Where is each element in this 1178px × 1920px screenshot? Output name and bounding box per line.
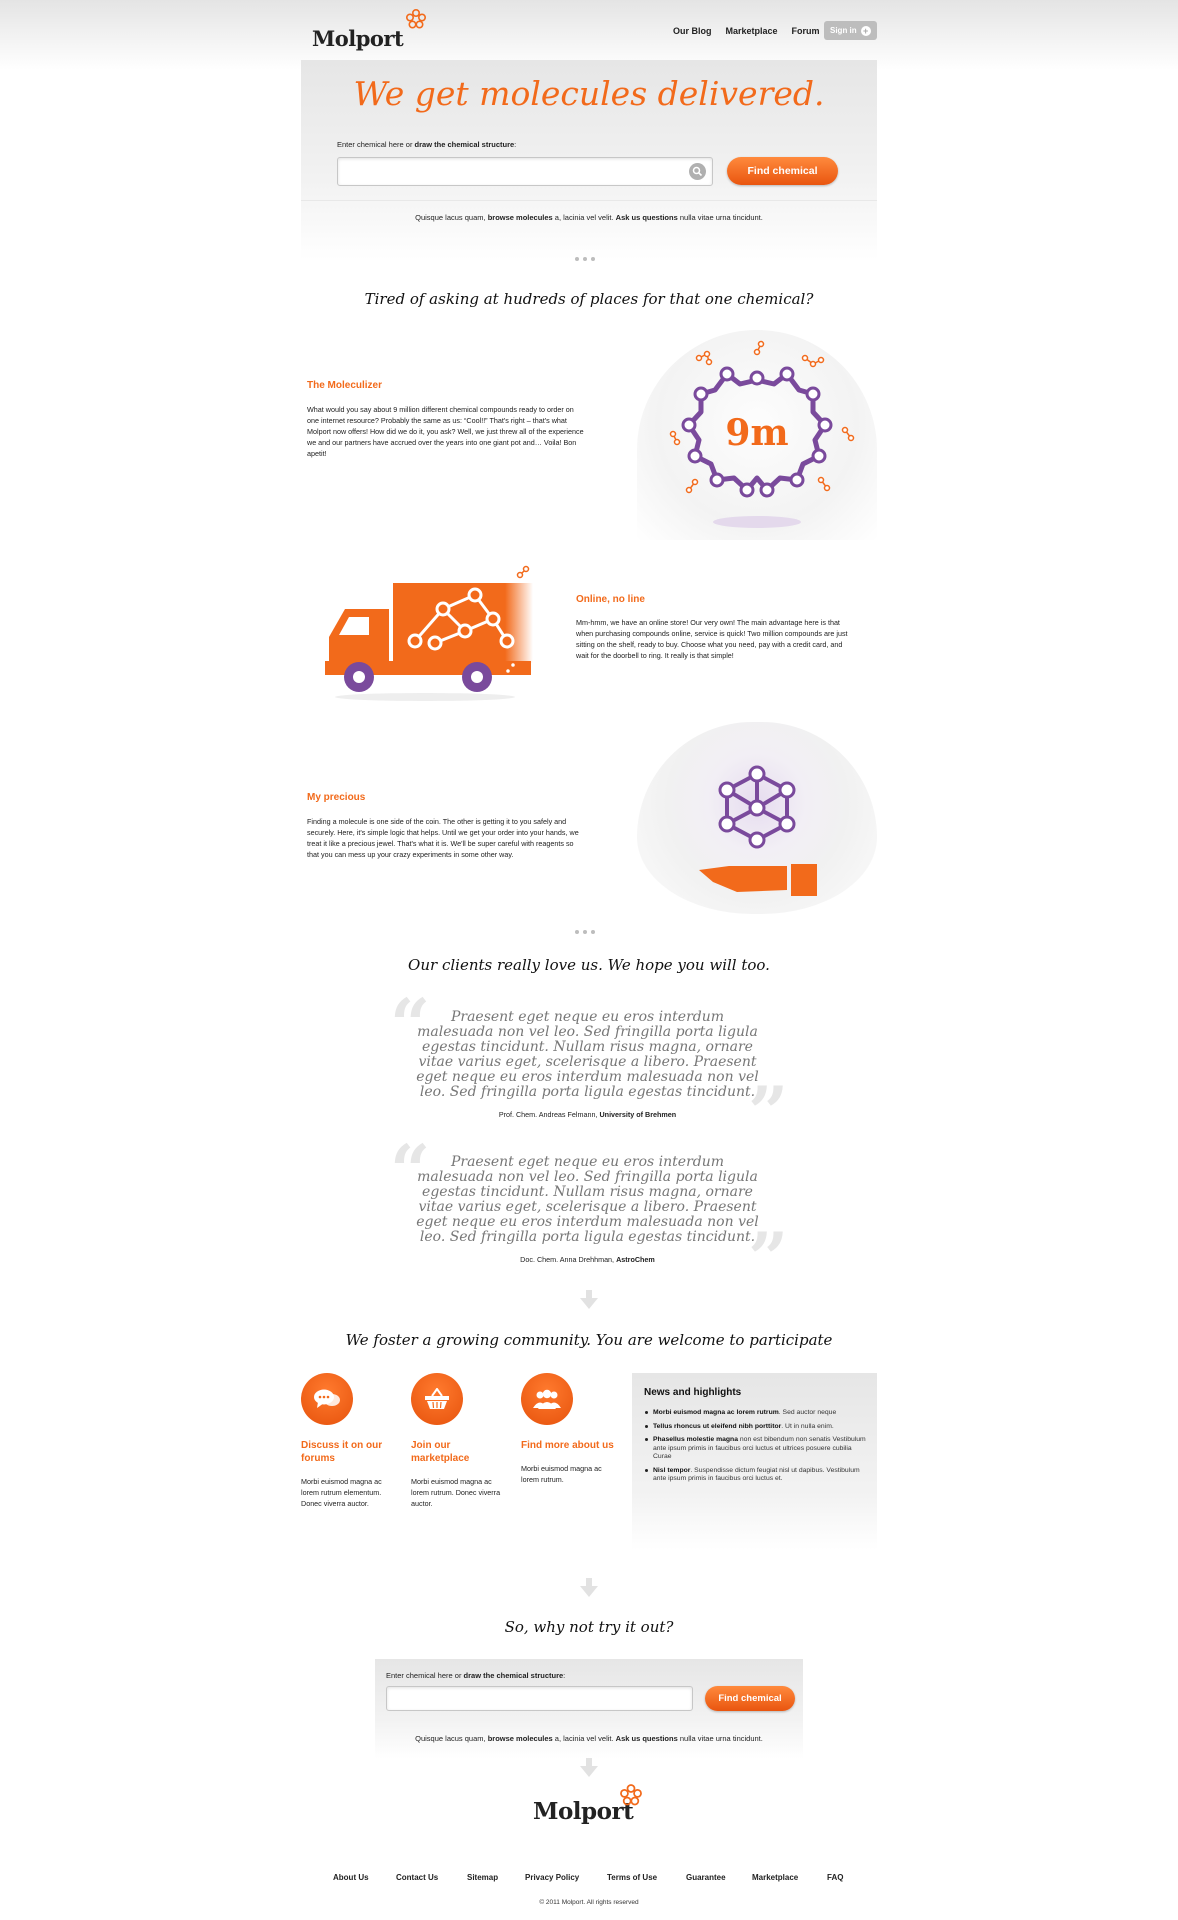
community-about-text: Morbi euismod magna ac lorem rutrum.: [521, 1464, 602, 1484]
logo[interactable]: [312, 24, 412, 50]
feature-precious-title: My precious: [307, 792, 366, 803]
try-search-input[interactable]: [386, 1686, 693, 1711]
find-chemical-button-2[interactable]: Find chemical: [705, 1686, 795, 1711]
search-icon[interactable]: [689, 163, 706, 180]
news-list: [644, 1409, 866, 1489]
close-quote-icon-2: ”: [748, 1217, 789, 1300]
separator-dots-2: [575, 930, 595, 934]
testimonial-2-quote: Praesent eget neque eu eros interdum malesuada non vel leo. Sed fringilla porta ligula egestas tincidunt. Nullam risus magna, ornare vitae varius eget, scelerisque a libero. Praesent eget neque eu eros interdum malesuada non vel leo. Sed fringilla porta ligula egestas tincidunt.: [416, 1154, 759, 1245]
nav-marketplace[interactable]: Marketplace: [725, 26, 778, 36]
footer-logo-text: Molport: [533, 1798, 634, 1825]
community-about-title[interactable]: Find more about us: [521, 1440, 614, 1451]
browse-molecules-link-2[interactable]: browse molecules: [487, 1734, 553, 1743]
hero-title: We get molecules delivered.: [353, 74, 825, 113]
hero-subtext: Quisque lacus quam, browse molecules a, lacinia vel velit. Ask us questions nulla vitae urna tincidunt.: [415, 213, 763, 222]
draw-structure-link[interactable]: draw the chemical structure: [414, 140, 515, 149]
feature-moleculizer-text: What would you say about 9 million different chemical compounds ready to order on one internet resource? Probably the same as us: “Cool!!” That's right – that's what Molport now offers! How did we do it, you ask? Well, we just threw all of the experience we and our partners have accrued over the years into one giant pot and… Voila! Bon apetit!: [307, 405, 584, 458]
footer-terms-of-use[interactable]: Terms of Use: [607, 1873, 658, 1882]
footer-guarantee[interactable]: Guarantee: [686, 1873, 726, 1882]
cube-molecule-hand-icon: [637, 722, 877, 914]
community-forums-text: Morbi euismod magna ac lorem rutrum elementum. Donec viverra auctor.: [301, 1477, 382, 1508]
community-marketplace-text: Morbi euismod magna ac lorem rutrum. Donec viverra auctor.: [411, 1477, 501, 1508]
footer-privacy-policy[interactable]: Privacy Policy: [525, 1873, 580, 1882]
footer-logo[interactable]: [533, 1796, 645, 1826]
news-item[interactable]: Nisl tempor. Suspendisse dictum feugiat nisl ut dapibus. Vestibulum ante ipsum primis in faucibus orci luctus et.: [644, 1467, 866, 1484]
community-marketplace-title[interactable]: Join our marketplace: [411, 1440, 470, 1464]
news-title: News and highlights: [644, 1387, 742, 1398]
signin-label: Sign in: [830, 26, 857, 35]
nav-our-blog[interactable]: Our Blog: [673, 26, 712, 36]
feature-precious-text: Finding a molecule is one side of the coin. The other is getting it to you safely and securely. Here, it's simple logic that helps. Until we get your order into your hands, we treat it like a precious jewel. That's what it is. We'll be super careful with reagents so that you can mess up your crazy experiments in some other way.: [307, 817, 579, 859]
news-item[interactable]: Morbi euismod magna ac lorem rutrum. Sed auctor neque: [644, 1409, 866, 1418]
news-item[interactable]: Tellus rhoncus ut eleifend nibh porttitor. Ut in nulla enim.: [644, 1423, 866, 1432]
ask-questions-link-2[interactable]: Ask us questions: [615, 1734, 678, 1743]
draw-structure-link-2[interactable]: draw the chemical structure: [463, 1671, 564, 1680]
signin-button[interactable]: [824, 21, 877, 40]
footer-contact-us[interactable]: Contact Us: [396, 1873, 439, 1882]
clients-title: Our clients really love us. We hope you will too.: [408, 956, 770, 974]
close-quote-icon: ”: [748, 1071, 789, 1154]
testimonial-1-quote: Praesent eget neque eu eros interdum malesuada non vel leo. Sed fringilla porta ligula egestas tincidunt. Nullam risus magna, ornare vitae varius eget, scelerisque a libero. Praesent eget neque eu eros interdum malesuada non vel leo. Sed fringilla porta ligula egestas tincidunt.: [416, 1009, 759, 1100]
copyright: © 2011 Molport. All rights reserved: [539, 1899, 639, 1906]
hero-input-label: Enter chemical here or draw the chemical structure:: [337, 140, 517, 149]
open-quote-icon-2: “: [390, 1129, 431, 1212]
basket-icon[interactable]: [411, 1373, 463, 1425]
footer-logo-flower-icon: [619, 1783, 643, 1807]
feature-moleculizer-title: The Moleculizer: [307, 380, 383, 391]
community-about[interactable]: [521, 1373, 616, 1485]
tired-title: Tired of asking at hudreds of places for that one chemical?: [364, 290, 814, 308]
precious-illustration: [637, 722, 877, 914]
community-forums-title[interactable]: Discuss it on our forums: [301, 1440, 383, 1464]
hero-divider: [301, 200, 877, 201]
browse-molecules-link[interactable]: browse molecules: [487, 213, 553, 222]
feature-online-title: Online, no line: [576, 594, 645, 605]
main-nav: [673, 26, 820, 36]
try-title: So, why not try it out?: [504, 1618, 674, 1636]
testimonial-2-attribution: Doc. Chem. Anna Drehhman, AstroChem: [520, 1255, 655, 1264]
logo-flower-icon: [405, 8, 427, 30]
hero-title-wrap: [301, 74, 877, 113]
footer-faq[interactable]: FAQ: [827, 1873, 844, 1882]
feature-online-text: Mm-hmm, we have an online store! Our very own! The main advantage here is that when purchasing compounds online, service is quick! Two million compounds are just sitting on the shelf, ready to buy. Choose what you need, pay with a credit card, and wait for the doorbell to ring. It really is that simple!: [576, 618, 848, 660]
community-forums[interactable]: [301, 1373, 396, 1509]
plus-icon: +: [861, 26, 871, 36]
delivery-truck-illustration: [315, 565, 540, 705]
moleculizer-illustration: [637, 330, 877, 540]
people-icon[interactable]: [521, 1373, 573, 1425]
news-item[interactable]: Phasellus molestie magna non est bibendum non senatis Vestibulum ante ipsum primis in faucibus orci luctus et ultrices posuere cubilia Curae: [644, 1436, 866, 1462]
community-title: We foster a growing community. You are welcome to participate: [345, 1331, 833, 1349]
try-input-label: Enter chemical here or draw the chemical structure:: [386, 1671, 566, 1680]
down-arrow-icon-3: [580, 1758, 598, 1778]
open-quote-icon: “: [390, 983, 431, 1066]
separator-dots: [575, 257, 595, 261]
nav-forum[interactable]: Forum: [791, 26, 820, 36]
nine-million-badge: 9m: [725, 412, 789, 454]
footer-marketplace[interactable]: Marketplace: [752, 1873, 799, 1882]
down-arrow-icon-2: [580, 1578, 598, 1598]
logo-text: Molport: [312, 26, 404, 51]
ask-questions-link[interactable]: Ask us questions: [615, 213, 678, 222]
footer-sitemap[interactable]: Sitemap: [467, 1873, 499, 1882]
down-arrow-icon: [580, 1290, 598, 1310]
news-panel: [632, 1373, 877, 1550]
testimonial-1-attribution: Prof. Chem. Andreas Felmann, University of Brehmen: [498, 1110, 677, 1119]
try-subtext: Quisque lacus quam, browse molecules a, lacinia vel velit. Ask us questions nulla vitae urna tincidunt.: [415, 1734, 763, 1743]
community-marketplace[interactable]: [411, 1373, 506, 1509]
hero-search-input[interactable]: [337, 157, 713, 186]
footer-about-us[interactable]: About Us: [333, 1873, 369, 1882]
chat-bubbles-icon[interactable]: [301, 1373, 353, 1425]
find-chemical-button[interactable]: Find chemical: [727, 157, 838, 185]
